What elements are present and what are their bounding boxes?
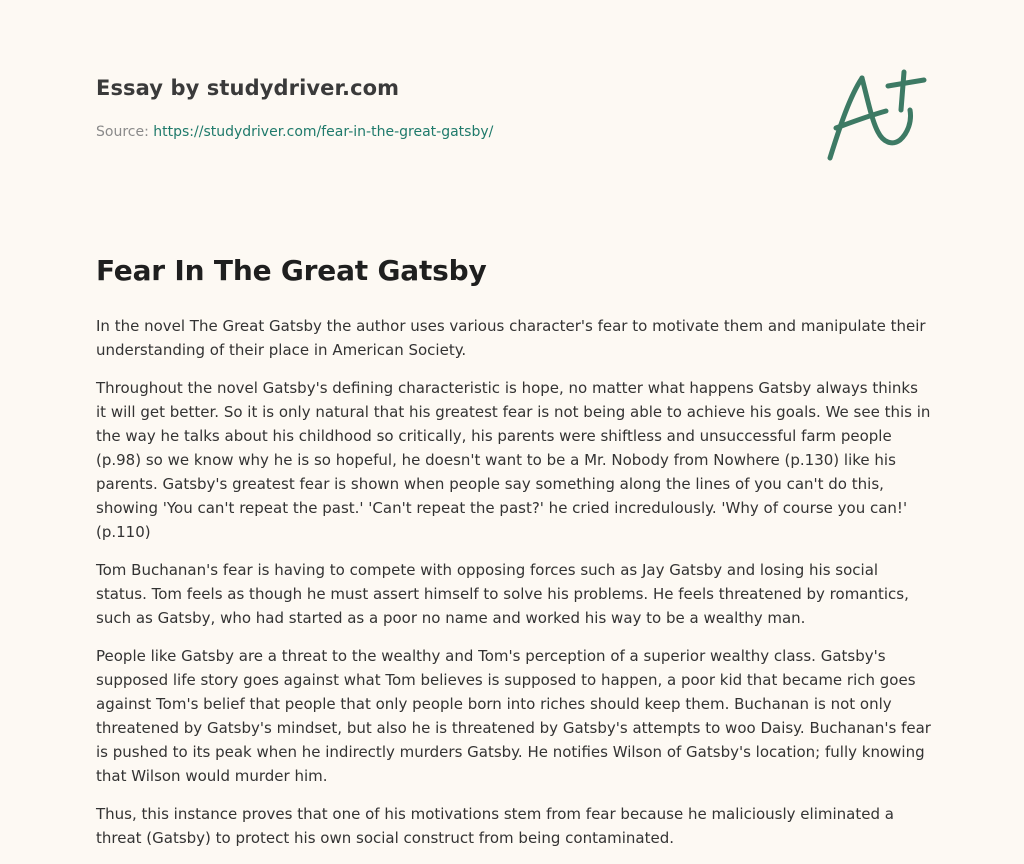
source-label: Source: bbox=[96, 124, 149, 140]
essay-header bbox=[96, 76, 796, 140]
source-line bbox=[96, 124, 796, 140]
a-plus-grade-icon bbox=[820, 66, 930, 166]
source-link[interactable]: https://studydriver.com/fear-in-the-great-gatsby/ bbox=[153, 124, 494, 140]
essay-body bbox=[96, 314, 932, 864]
site-brand: Essay by studydriver.com bbox=[96, 76, 400, 100]
essay-paragraph: Throughout the novel Gatsby's defining characteristic is hope, no matter what happens Gatsby always thinks it will get better. So it is only natural that his greatest fear is not being able to achieve his goals. We see this in the way he talks about his childhood so critically, his parents were shiftless and unsuccessful farm people (p.98) so we know why he is so hopeful, he doesn't want to be a Mr. Nobody from Nowhere (p.130) like his parents. Gatsby's greatest fear is shown when people say something along the lines of you can't do this, showing 'You can't repeat the past.' 'Can't repeat the past?' he cried incredulously. 'Why of course you can!' (p.110) bbox=[96, 379, 931, 541]
essay-paragraph: Thus, this instance proves that one of his motivations stem from fear because he maliciously eliminated a threat (Gatsby) to protect his own social construct from being contaminated. bbox=[96, 805, 894, 847]
essay-paragraph: People like Gatsby are a threat to the wealthy and Tom's perception of a superior wealthy class. Gatsby's supposed life story goes against what Tom believes is supposed to happen, a poor kid that became rich goes against Tom's belief that people that only people born into riches should keep them. Buchanan is not only threatened by Gatsby's mindset, but also he is threatened by Gatsby's attempts to woo Daisy. Buchanan's fear is pushed to its peak when he indirectly murders Gatsby. He notifies Wilson of Gatsby's location; fully knowing that Wilson would murder him. bbox=[96, 647, 931, 785]
essay-title: Fear In The Great Gatsby bbox=[96, 254, 487, 287]
essay-paragraph: Tom Buchanan's fear is having to compete with opposing forces such as Jay Gatsby and losing his social status. Tom feels as though he must assert himself to solve his problems. He feels threatened by romantics, such as Gatsby, who had started as a poor no name and worked his way to be a wealthy man. bbox=[96, 561, 909, 627]
essay-paragraph: In the novel The Great Gatsby the author uses various character's fear to motivate them and manipulate their understanding of their place in American Society. bbox=[96, 317, 926, 359]
